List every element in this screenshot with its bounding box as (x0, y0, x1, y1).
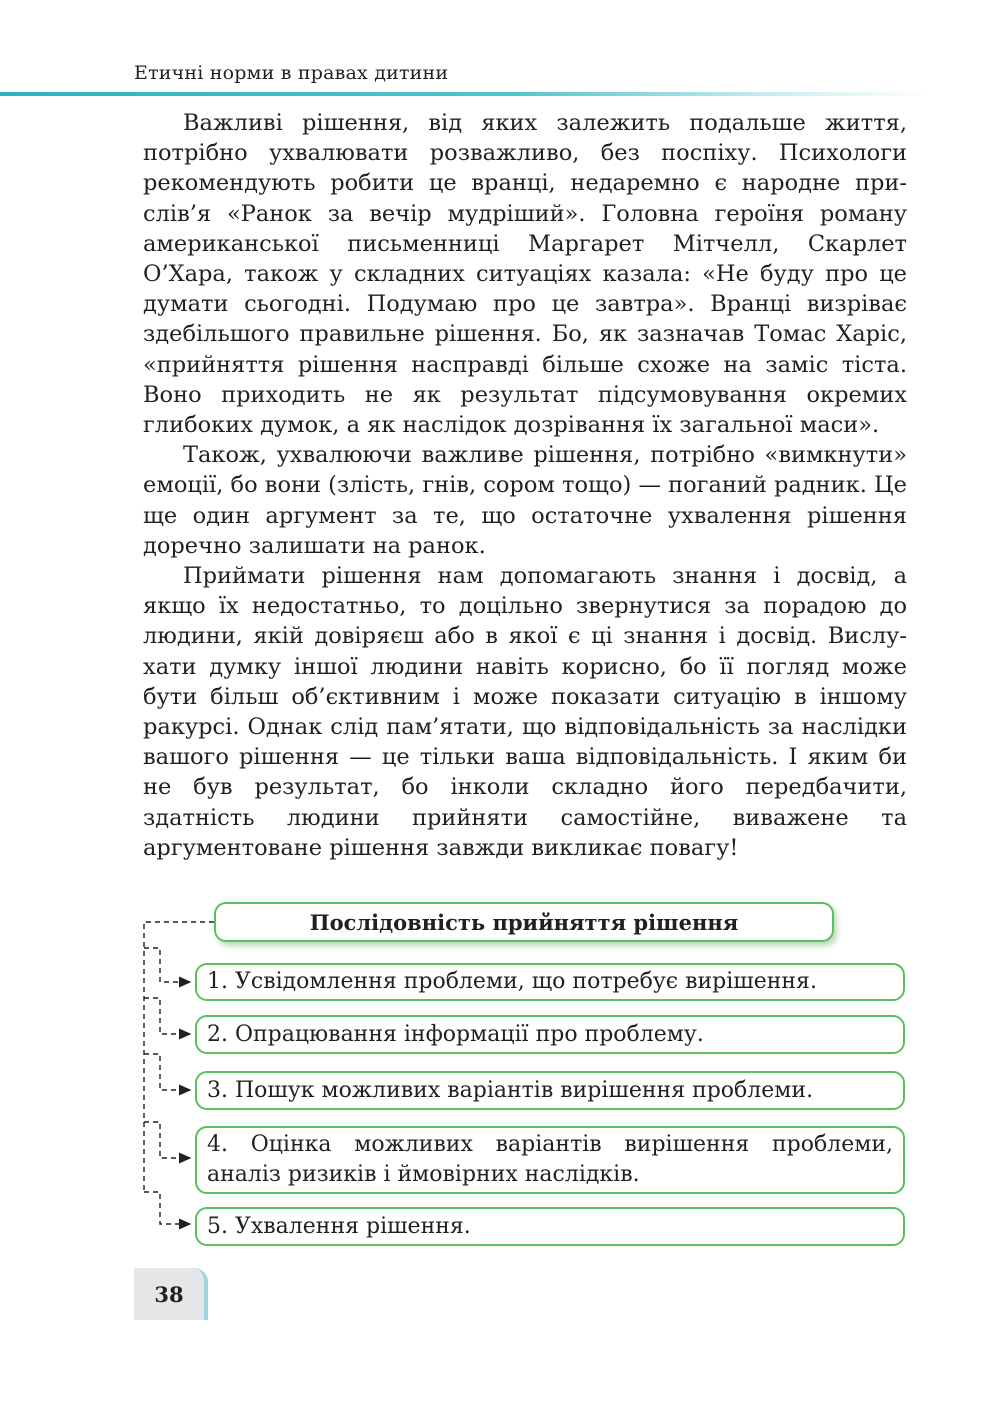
page-number: 38 (134, 1268, 208, 1320)
header-rule (0, 92, 930, 96)
scheme-step (195, 1071, 905, 1110)
scheme-step-text: 2. Опрацювання інформації про проблему. (207, 1021, 704, 1047)
scheme-step-text: 5. Ухвалення рішення. (207, 1213, 471, 1239)
scheme-step (195, 963, 905, 1001)
main-text (143, 108, 907, 863)
scheme-title: Послідовність прийняття рішення (214, 902, 834, 942)
running-title: Етичні норми в правах дитини (134, 62, 449, 84)
paragraph: Також, ухвалюючи важливе рішення, потрібно «вимкнути» емоції, бо вони (злість, гнів, сором тощо) — поганий радник. Це ще один аргумент за те, що остаточне ухвалення рішення доречно залишати на ранок. (143, 442, 907, 559)
scheme-step (195, 1126, 905, 1194)
scheme-step-text: 1. Усвідомлення проблеми, що потребує вирішення. (207, 969, 817, 994)
paragraph: Приймати рішення нам допомагають знання і досвід, а якщо їх недостатньо, то доцільно звернутися за порадою до людини, якій довіряєш або в якої є ці знання і досвід. Вислухати думку іншої людини навіть корисно, бо її погляд може бути більш об’єктивним і може показати ситуацію в іншому ракурсі. Однак слід пам’ятати, що відповідальність за наслідки вашого рішення — це тільки ваша відповідальність. І яким би не був результат, бо інколи складно його передбачити, здатність людини прийняти самостійне, виважене та аргументоване рішення завжди викликає повагу! (143, 563, 907, 861)
scheme-step (195, 1015, 905, 1054)
scheme-step (195, 1207, 905, 1246)
scheme-step-text: 3. Пошук можливих варіантів вирішення проблеми. (207, 1077, 814, 1103)
scheme-step-text: 4. Оцінка можливих варіантів вирішення проблеми, аналіз ризиків і ймовірних наслідків. (207, 1132, 893, 1187)
paragraph: Важливі рішення, від яких залежить подальше життя, потрібно ухвалювати розважливо, без поспіху. Психологи рекомендують робити це вранці, недаремно є народне прислів’я «Ранок за вечір мудріший». Головна героїня роману американської письменниці Маргарет Мітчелл, Скарлет О’Хара, також у складних ситуаціях казала: «Не буду про це думати сьогодні. Подумаю про це завтра». Вранці визріває здебільшого правильне рішення. Бо, як зазначав Томас Харіс, «прийняття рішення насправді більше схоже на заміс тіста. Воно приходить не як результат підсумовування окремих глибоких думок, а як наслідок дозрівання їх загальної маси». (143, 110, 907, 439)
